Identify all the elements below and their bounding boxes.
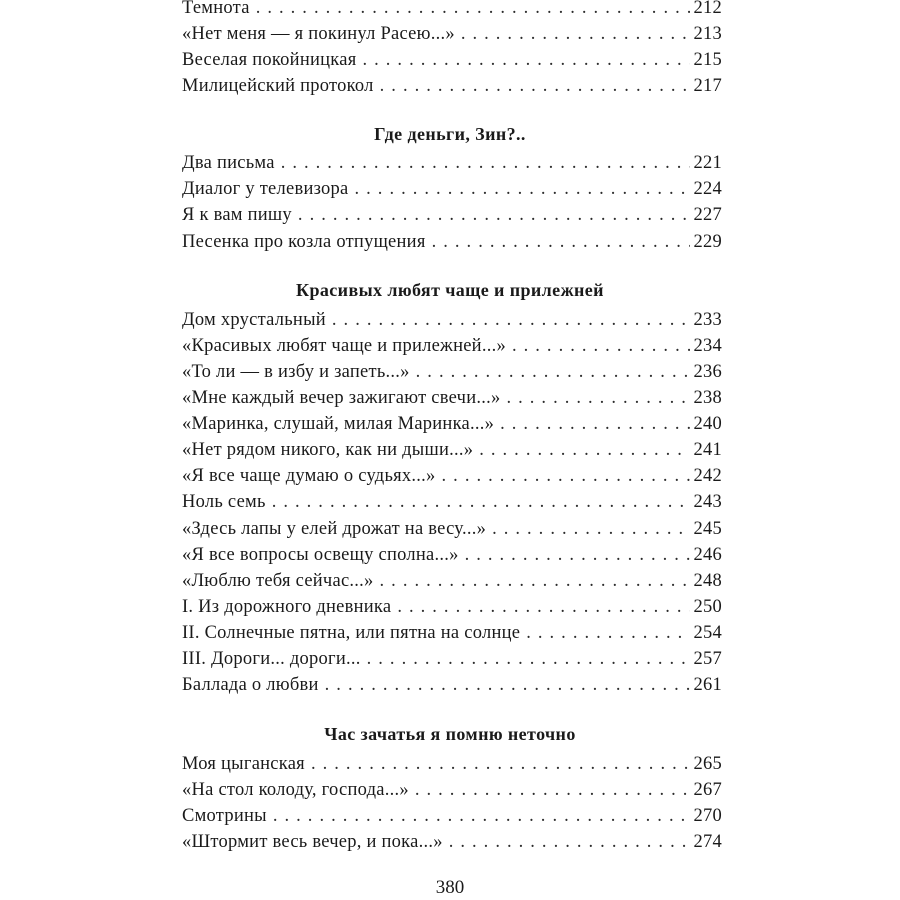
- entry-page-number: 212: [693, 0, 722, 18]
- entry-title: «Люблю тебя сейчас...»: [182, 571, 374, 591]
- section-heading: Где деньги, Зин?..: [374, 124, 526, 144]
- entry-title: Я к вам пишу: [182, 205, 292, 225]
- entry-page-number: 274: [693, 832, 722, 852]
- toc-entry: [182, 751, 722, 777]
- entry-page-number: 248: [693, 571, 722, 591]
- toc-entry: [182, 829, 722, 855]
- dot-leader: [442, 463, 690, 489]
- entry-page-number: 227: [693, 205, 722, 225]
- toc-entry: [182, 0, 722, 21]
- toc-entry: [182, 21, 722, 47]
- entry-title: Моя цыганская: [182, 754, 305, 774]
- toc-entry: [182, 307, 722, 333]
- entry-title: Ноль семь: [182, 492, 266, 512]
- entry-title: Диалог у телевизора: [182, 179, 349, 199]
- dot-leader: [273, 803, 690, 829]
- toc-entry: [182, 646, 722, 672]
- entry-page-number: 243: [693, 492, 722, 512]
- entry-page-number: 213: [693, 24, 722, 44]
- toc-entry: [182, 542, 722, 568]
- toc-entry: [182, 176, 722, 202]
- entry-page-number: 250: [693, 597, 722, 617]
- entry-page-number: 215: [693, 50, 722, 70]
- entry-page-number: 224: [693, 179, 722, 199]
- toc-entry: [182, 229, 722, 255]
- entry-title: Баллада о любви: [182, 675, 319, 695]
- toc-entry: [182, 333, 722, 359]
- entry-title: «Я все чаще думаю о судьях...»: [182, 466, 436, 486]
- entry-page-number: 240: [693, 414, 722, 434]
- toc-entry: [182, 437, 722, 463]
- entry-page-number: 242: [693, 466, 722, 486]
- dot-leader: [512, 333, 690, 359]
- entry-page-number: 257: [693, 649, 722, 669]
- page-number: 380: [435, 877, 465, 898]
- dot-leader: [332, 307, 690, 333]
- entry-title: «Я все вопросы освещу сполна...»: [182, 545, 459, 565]
- entry-page-number: 267: [693, 780, 722, 800]
- section-heading: Час зачатья я помню неточно: [324, 724, 576, 744]
- entry-title: I. Из дорожного дневника: [182, 597, 392, 617]
- dot-leader: [380, 73, 690, 99]
- toc-entry: [182, 150, 722, 176]
- entry-title: Милицейский протокол: [182, 76, 374, 96]
- toc-entry: [182, 385, 722, 411]
- toc-entry: [182, 47, 722, 73]
- toc-entry: [182, 594, 722, 620]
- toc-entry: [182, 73, 722, 99]
- entry-page-number: 233: [693, 310, 722, 330]
- entry-title: «Нет меня — я покинул Расею...»: [182, 24, 455, 44]
- entry-title: II. Солнечные пятна, или пятна на солнце: [182, 623, 521, 643]
- entry-title: «Нет рядом никого, как ни дыши...»: [182, 440, 474, 460]
- dot-leader: [415, 777, 690, 803]
- entry-page-number: 265: [693, 754, 722, 774]
- entry-title: Веселая покойницкая: [182, 50, 357, 70]
- entry-title: «Здесь лапы у елей дрожат на весу...»: [182, 519, 487, 539]
- entry-title: Дом хрустальный: [182, 310, 326, 330]
- dot-leader: [526, 620, 689, 646]
- toc-entry: [182, 568, 722, 594]
- dot-leader: [506, 385, 689, 411]
- entry-title: Песенка про козла отпущения: [182, 232, 426, 252]
- toc-entry: [182, 777, 722, 803]
- entry-title: «Красивых любят чаще и прилежней...»: [182, 336, 506, 356]
- entry-page-number: 246: [693, 545, 722, 565]
- toc-entry: [182, 803, 722, 829]
- entry-page-number: 234: [693, 336, 722, 356]
- entry-page-number: 229: [693, 232, 722, 252]
- toc-entry: [182, 411, 722, 437]
- dot-leader: [355, 176, 690, 202]
- dot-leader: [311, 751, 690, 777]
- entry-page-number: 254: [693, 623, 722, 643]
- dot-leader: [492, 516, 689, 542]
- entry-title: «На стол колоду, господа...»: [182, 780, 409, 800]
- dot-leader: [461, 21, 690, 47]
- entry-title: Два письма: [182, 153, 275, 173]
- dot-leader: [416, 359, 690, 385]
- dot-leader: [281, 150, 690, 176]
- entry-title: Смотрины: [182, 806, 267, 826]
- toc-entry: [182, 620, 722, 646]
- entry-page-number: 261: [693, 675, 722, 695]
- dot-leader: [500, 411, 689, 437]
- dot-leader: [272, 489, 690, 515]
- entry-page-number: 241: [693, 440, 722, 460]
- toc-entry: [182, 516, 722, 542]
- dot-leader: [449, 829, 690, 855]
- toc-entry: [182, 489, 722, 515]
- entry-title: «Маринка, слушай, милая Маринка...»: [182, 414, 495, 434]
- dot-leader: [367, 646, 690, 672]
- dot-leader: [432, 229, 690, 255]
- entry-page-number: 270: [693, 806, 722, 826]
- entry-title: Темнота: [182, 0, 250, 18]
- toc-entry: [182, 202, 722, 228]
- entry-page-number: 217: [693, 76, 722, 96]
- dot-leader: [362, 47, 689, 73]
- dot-leader: [256, 0, 690, 21]
- dot-leader: [479, 437, 689, 463]
- toc-entry: [182, 672, 722, 698]
- entry-title: «Штормит весь вечер, и пока...»: [182, 832, 443, 852]
- dot-leader: [380, 568, 690, 594]
- toc-entry: [182, 359, 722, 385]
- dot-leader: [298, 202, 690, 228]
- dot-leader: [397, 594, 689, 620]
- entry-title: «Мне каждый вечер зажигают свечи...»: [182, 388, 501, 408]
- entry-title: III. Дороги... дороги...: [182, 649, 361, 669]
- toc-entry: [182, 463, 722, 489]
- dot-leader: [325, 672, 690, 698]
- section-heading: Красивых любят чаще и прилежней: [296, 280, 604, 300]
- entry-page-number: 238: [693, 388, 722, 408]
- entry-title: «То ли — в избу и запеть...»: [182, 362, 410, 382]
- entry-page-number: 221: [693, 153, 722, 173]
- entry-page-number: 245: [693, 519, 722, 539]
- dot-leader: [465, 542, 690, 568]
- entry-page-number: 236: [693, 362, 722, 382]
